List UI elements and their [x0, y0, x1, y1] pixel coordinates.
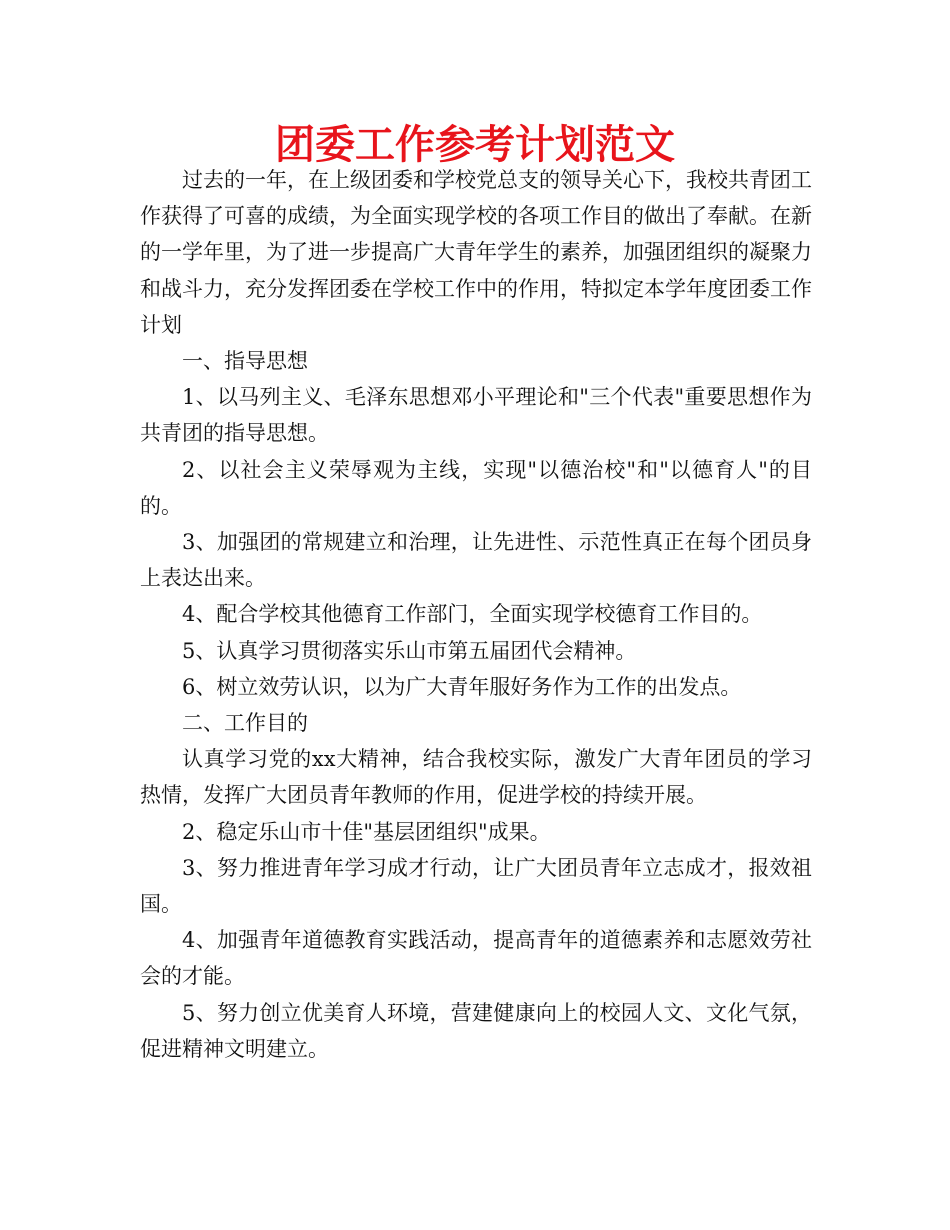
list-item: 1、以马列主义、毛泽东思想邓小平理论和"三个代表"重要思想作为共青团的指导思想。	[140, 385, 812, 446]
list-item: 5、认真学习贯彻落实乐山市第五届团代会精神。	[182, 638, 637, 663]
list-item: 2、以社会主义荣辱观为主线，实现"以德治校"和"以德育人"的目的。	[140, 457, 812, 518]
list-item: 4、配合学校其他德育工作部门，全面实现学校德育工作目的。	[182, 602, 763, 627]
intro-paragraph: 过去的一年，在上级团委和学校党总支的领导关心下，我校共青团工作获得了可喜的成绩，为全面实现学校的各项工作目的做出了奉献。在新的一学年里，为了进一步提高广大青年学生的素养，加强团组织的凝聚力和战斗力，充分发挥团委在学校工作中的作用，特拟定本学年度团委工作计划	[140, 168, 812, 337]
document-title: 团委工作参考计划范文	[275, 122, 675, 168]
list-item: 2、稳定乐山市十佳"基层团组织"成果。	[182, 819, 551, 844]
list-item: 3、加强团的常规建立和治理，让先进性、示范性真正在每个团员身上表达出来。	[140, 530, 812, 591]
list-item: 4、加强青年道德教育实践活动，提高青年的道德素养和志愿效劳社会的才能。	[140, 928, 812, 989]
list-item: 6、树立效劳认识，以为广大青年服好务作为工作的出发点。	[182, 674, 742, 699]
section-heading-work-goals: 二、工作目的	[182, 711, 308, 736]
list-item: 3、努力推进青年学习成才行动，让广大团员青年立志成才，报效祖国。	[140, 855, 812, 917]
goals-paragraph: 认真学习党的xx大精神，结合我校实际，激发广大青年团员的学习热情，发挥广大团员青年教师的作用，促进学校的持续开展。	[140, 747, 812, 808]
section-heading-guiding-ideology: 一、指导思想	[182, 349, 308, 374]
list-item: 5、努力创立优美育人环境，营建健康向上的校园人文、文化气氛，促进精神文明建立。	[140, 1000, 812, 1061]
document-body	[140, 162, 812, 1067]
